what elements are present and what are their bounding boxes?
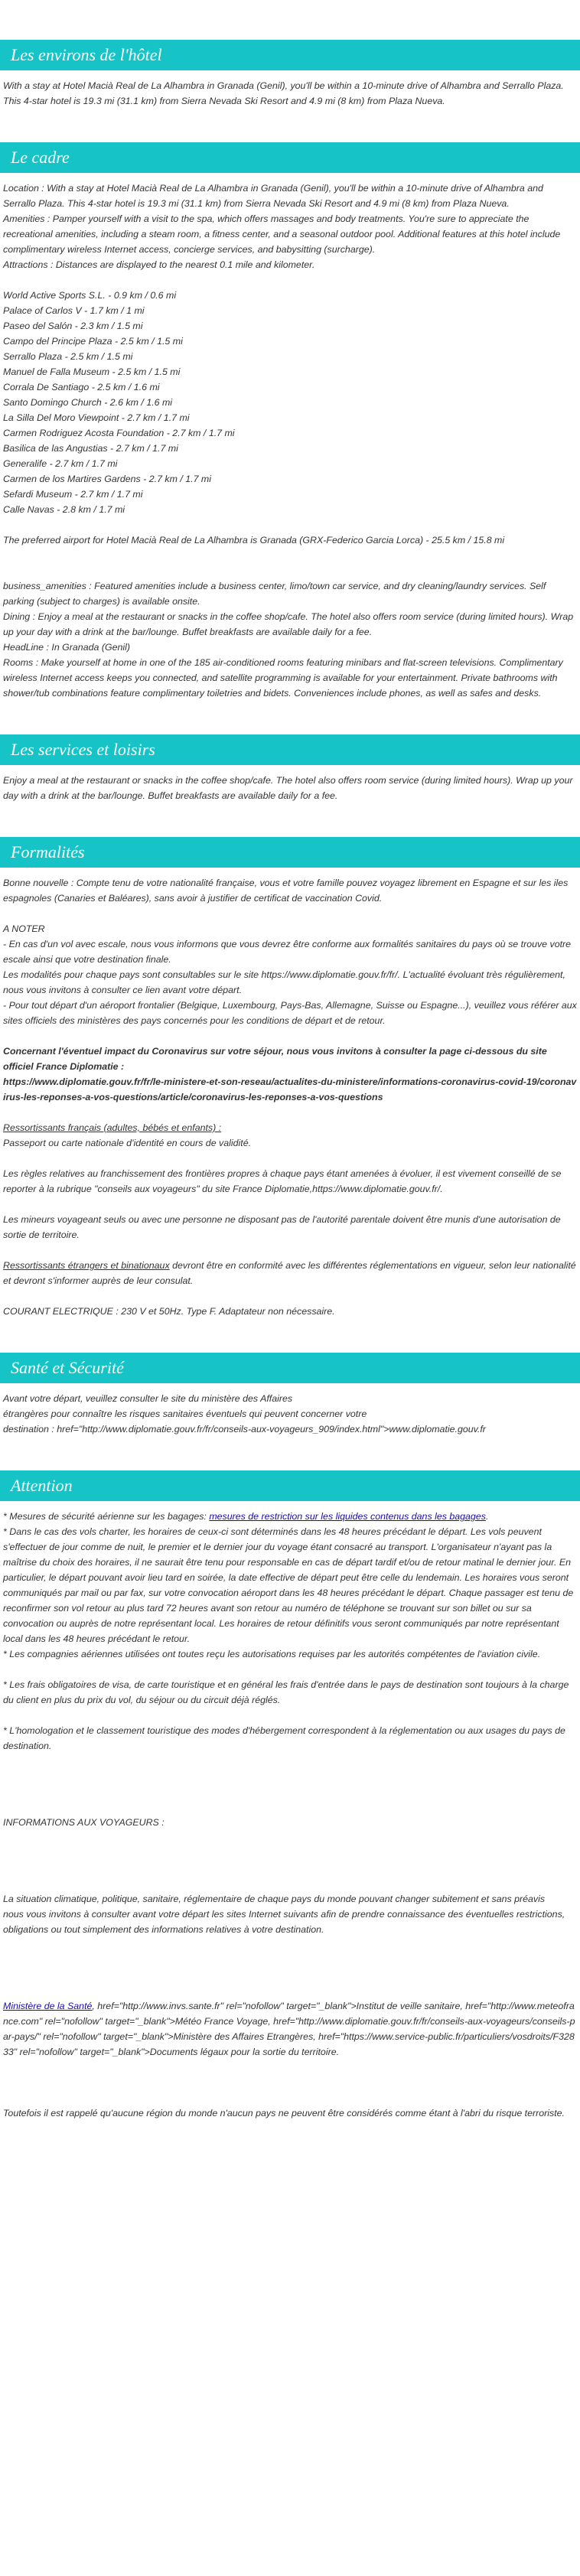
cadre-business: business_amenities : Featured amenities include a business center, limo/town car service, and dry cleaning/laundry services. Self parking (subject to charges) is available onsite. [3, 581, 546, 607]
attention-links-text: , href="http://www.invs.sante.fr" rel="nofollow" target="_blank">Institut de veille sanitaire, href="http://www.meteofrance.com" rel="nofollow" target="_blank">Météo France Voyage, href="http://www.diplomatie.gouv.fr/fr/conseils-aux-voyageurs/conseils-par-pays/" rel="nofollow" target="_blank">Ministère des Affaires Etrangères, href="https://www.service-public.fr/particuliers/vosdroits/F32833" rel="nofollow" target="_blank">Documents légaux pour la sortie du territoire. [3, 2001, 575, 2057]
formalites-note-2: Les modalités pour chaque pays sont consultables sur le site https://www.diplomatie.gouv.fr/fr/. L'actualité évoluant très régulièrement, nous vous invitons à consulter ce lien avant votre départ. [3, 969, 565, 995]
attention-homologation: * L'homologation et le classement touristique des modes d'hébergement correspondent à la réglementation ou aux usages du pays de destination. [3, 1725, 565, 1751]
attraction-item: Santo Domingo Church - 2.6 km / 1.6 mi [3, 397, 173, 408]
attention-info-2: nous vous invitons à consulter avant votre départ les sites Internet suivants afin de prendre connaissance des éventuelles restrictions, obligations ou tout simplement des informations relatives à votre destination. [3, 1909, 565, 1935]
formalites-ressortissants-label: Ressortissants français (adultes, bébés et enfants) : [3, 1122, 222, 1133]
attraction-item: World Active Sports S.L. - 0.9 km / 0.6 mi [3, 290, 177, 301]
cadre-airport: The preferred airport for Hotel Macià Real de La Alhambra is Granada (GRX-Federico Garcia Lorca) - 25.5 km / 15.8 mi [3, 535, 505, 545]
formalites-note-1: - En cas d'un vol avec escale, nous vous informons que vous devrez être conforme aux formalités sanitaires du pays où se trouve votre escale ainsi que votre destination finale. [3, 939, 572, 965]
formalites-courant: COURANT ELECTRIQUE : 230 V et 50Hz. Type F. Adaptateur non nécessaire. [3, 1306, 335, 1317]
cadre-dining: Dining : Enjoy a meal at the restaurant or snacks in the coffee shop/cafe. The hotel also offers room service (during limited hours). Wrap up your day with a drink at the bar/lounge. Buffet breakfasts are available daily for a fee. [3, 611, 574, 637]
section-header-environs: Les environs de l'hôtel [0, 40, 580, 70]
environs-text: With a stay at Hotel Macià Real de La Alhambra in Granada (Genil), you'll be within a 10-minute drive of Alhambra and Serrallo Plaza. This 4-star hotel is 19.3 mi (31.1 km) from Sierra Nevada Ski Resort and 4.9 mi (8 km) from Plaza Nueva. [3, 80, 564, 106]
section-attention [0, 1501, 580, 2121]
section-environs [0, 70, 580, 109]
formalites-regles: Les règles relatives au franchissement des frontières propres à chaque pays étant amenées à évoluer, il est vivement conseillé de se reporter à la rubrique "conseils aux voyageurs" du site France Diplomatie,https://www.diplomatie.gouv.fr/. [3, 1168, 562, 1194]
attraction-item: Palace of Carlos V - 1.7 km / 1 mi [3, 305, 145, 316]
section-cadre [0, 173, 580, 701]
attention-terrorisme: Toutefois il est rappelé qu'aucune région du monde n'aucun pays ne peuvent être considérés comme étant à l'abri du risque terroriste. [3, 2108, 565, 2118]
attention-bagages-label: * Mesures de sécurité aérienne sur les bagages: [3, 1511, 210, 1522]
cadre-amenities: Amenities : Pamper yourself with a visit to the spa, which offers massages and body treatments. You're sure to appreciate the recreational amenities, including a steam room, a fitness center, and a seasonal outdoor pool. Additional features at this hotel include complimentary wireless Internet access, concierge services, and babysitting (surcharge). [3, 213, 561, 255]
attraction-item: Sefardi Museum - 2.7 km / 1.7 mi [3, 489, 143, 500]
ministere-sante-link[interactable]: Ministère de la Santé [3, 2001, 93, 2011]
attraction-item: Corrala De Santiago - 2.5 km / 1.6 mi [3, 382, 160, 392]
attraction-item: La Silla Del Moro Viewpoint - 2.7 km / 1.7 mi [3, 412, 190, 423]
section-header-sante: Santé et Sécurité [0, 1353, 580, 1383]
liquids-restriction-link[interactable]: mesures de restriction sur les liquides contenus dans les bagages [209, 1511, 486, 1522]
attention-links [3, 1998, 577, 2060]
attraction-item: Calle Navas - 2.8 km / 1.7 mi [3, 504, 125, 515]
attention-bagages [3, 1509, 577, 1524]
section-header-formalites: Formalités [0, 837, 580, 868]
formalites-coronavirus-url: https://www.diplomatie.gouv.fr/fr/le-ministere-et-son-reseau/actualites-du-ministere/informations-coronavirus-covid-19/coronavirus-les-reponses-a-vos-questions/article/coronavirus-les-reponses-a-vos-questions [3, 1076, 577, 1102]
attraction-item: Campo del Principe Plaza - 2.5 km / 1.5 mi [3, 336, 183, 347]
formalites-etrangers-text: devront être en conformité avec les différentes réglementations en vigueur, selon leur nationalité et devront s'informer auprès de leur consulat. [3, 1260, 576, 1286]
attention-info-title: INFORMATIONS AUX VOYAGEURS : [3, 1817, 165, 1828]
cadre-rooms: Rooms : Make yourself at home in one of the 185 air-conditioned rooms featuring minibars and flat-screen televisions. Complimentary wireless Internet access keeps you connected, and satellite programming is available for your entertainment. Private bathrooms with shower/tub combinations feature complimentary toiletries and bidets. Conveniences include phones, as well as safes and desks. [3, 657, 563, 699]
formalites-coronavirus-notice: Concernant l'éventuel impact du Coronavirus sur votre séjour, nous vous invitons à consulter la page ci-dessous du site officiel France Diplomatie : [3, 1046, 547, 1072]
cadre-location: Location : With a stay at Hotel Macià Real de La Alhambra in Granada (Genil), you'll be within a 10-minute drive of Alhambra and Serrallo Plaza. This 4-star hotel is 19.3 mi (31.1 km) from Sierra Nevada Ski Resort and 4.9 mi (8 km) from Plaza Nueva. [3, 183, 543, 209]
section-sante [0, 1383, 580, 1437]
sante-line-2: étrangères pour connaître les risques sanitaires éventuels qui peuvent concerner votre [3, 1408, 367, 1419]
formalites-intro: Bonne nouvelle : Compte tenu de votre nationalité française, vous et votre famille pouvez voyagez librement en Espagne et sur les iles espagnoles (Canaries et Baléares), sans avoir à justifier de certificat de vaccination Covid. [3, 878, 569, 904]
attention-visa: * Les frais obligatoires de visa, de carte touristique et en général les frais d'entrée dans le pays de destination sont toujours à la charge du client en plus du prix du vol, du séjour ou du circuit déjà réglés. [3, 1679, 569, 1705]
sante-line-1: Avant votre départ, veuillez consulter le site du ministère des Affaires [3, 1393, 293, 1404]
section-formalites [0, 868, 580, 1319]
section-header-attention: Attention [0, 1470, 580, 1501]
section-services [0, 765, 580, 803]
formalites-mineurs: Les mineurs voyageant seuls ou avec une personne ne disposant pas de l'autorité parentale doivent être munis d'une autorisation de sortie de territoire. [3, 1214, 561, 1240]
attraction-item: Carmen Rodriguez Acosta Foundation - 2.7 km / 1.7 mi [3, 428, 235, 438]
services-text: Enjoy a meal at the restaurant or snacks in the coffee shop/cafe. The hotel also offers room service (during limited hours). Wrap up your day with a drink at the bar/lounge. Buffet breakfasts are available daily for a fee. [3, 775, 573, 801]
sante-line-3: destination : href="http://www.diplomatie.gouv.fr/fr/conseils-aux-voyageurs_909/index.html">www.diplomatie.gouv.fr [3, 1424, 486, 1435]
attention-bagages-end: . [485, 1511, 489, 1522]
formalites-ressortissants-text: Passeport ou carte nationale d'identité en cours de validité. [3, 1138, 252, 1148]
section-header-cadre: Le cadre [0, 142, 580, 173]
formalites-etrangers [3, 1258, 577, 1288]
attraction-item: Manuel de Falla Museum - 2.5 km / 1.5 mi [3, 366, 181, 377]
attraction-item: Basilica de las Angustias - 2.7 km / 1.7 mi [3, 443, 178, 454]
attention-info-1: La situation climatique, politique, sanitaire, réglementaire de chaque pays du monde pouvant changer subitement et sans préavis [3, 1894, 546, 1904]
cadre-attractions: Attractions : Distances are displayed to the nearest 0.1 mile and kilometer. [3, 259, 315, 270]
attention-charter: * Dans le cas des vols charter, les horaires de ceux-ci sont déterminés dans les 48 heures précédant le départ. Les vols peuvent s'effectuer de jour comme de nuit, le premier et le dernier jour du voyage étant consacré au transport. L'organisateur n'ayant pas la maîtrise du choix des horaires, il ne saurait être tenu pour responsable en cas de départ tardif et/ou de retour matinal le dernier jour. En particulier, le départ pouvant avoir lieu tard en soirée, la date effective de départ peut être celle du lendemain. Les horaires vous seront communiqués par mail ou par fax, sur votre convocation aéroport dans les 48 heures précédant le départ. Chaque passager est tenu de reconfirmer son vol retour au plus tard 72 heures avant son retour au numéro de téléphone se trouvant sur son billet ou sur sa convocation ou auprès de notre représentant local. Les horaires de retour définitifs vous seront communiqués par notre représentant local dans les 48 heures précédant le retour. [3, 1526, 574, 1644]
cadre-headline: HeadLine : In Granada (Genil) [3, 642, 130, 653]
attention-compagnies: * Les compagnies aériennes utilisées ont toutes reçu les autorisations requises par les autorités compétentes de l'aviation civile. [3, 1649, 541, 1659]
attractions-list [3, 288, 577, 517]
formalites-note-3: - Pour tout départ d'un aéroport frontalier (Belgique, Luxembourg, Pays-Bas, Allemagne, Suisse ou Espagne...), veuillez vous référer aux sites officiels des ministères des pays concernés pour les conditions de départ et de retour. [3, 1000, 577, 1026]
attraction-item: Serrallo Plaza - 2.5 km / 1.5 mi [3, 351, 133, 362]
section-header-services: Les services et loisirs [0, 734, 580, 765]
attraction-item: Paseo del Salón - 2.3 km / 1.5 mi [3, 321, 143, 331]
attraction-item: Carmen de los Martires Gardens - 2.7 km / 1.7 mi [3, 474, 211, 484]
formalites-etrangers-label: Ressortissants étrangers et binationaux [3, 1260, 170, 1271]
formalites-a-noter: A NOTER [3, 923, 45, 934]
attraction-item: Generalife - 2.7 km / 1.7 mi [3, 458, 118, 469]
